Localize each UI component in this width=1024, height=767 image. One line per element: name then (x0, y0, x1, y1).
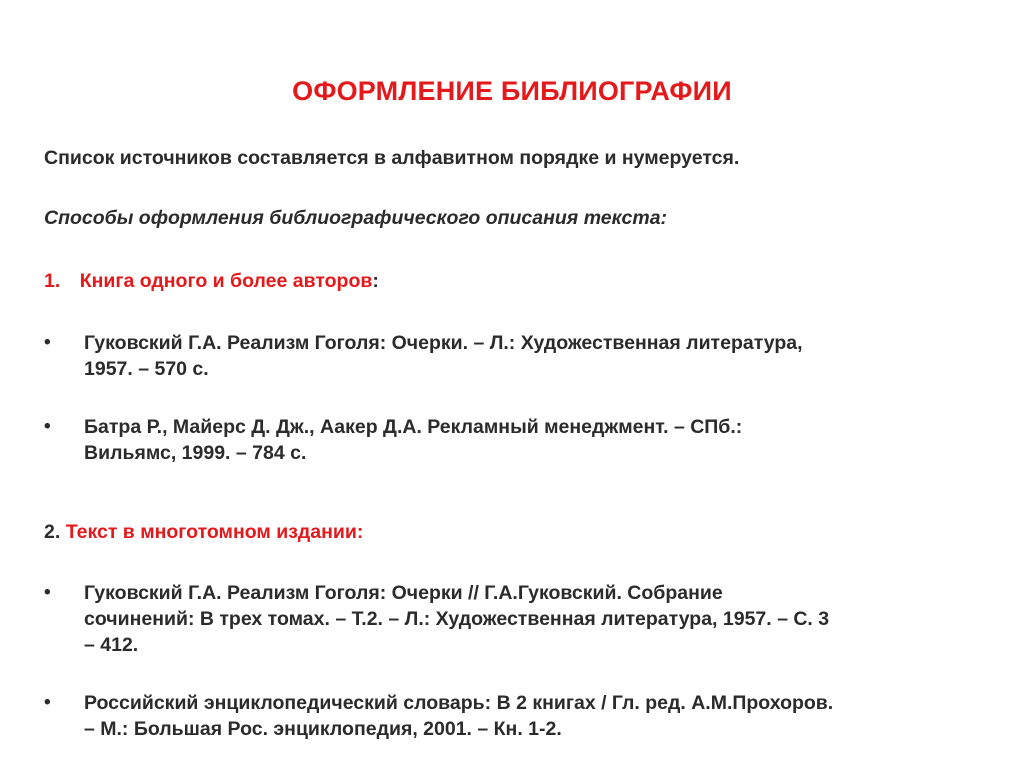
bullet-icon: • (44, 692, 51, 713)
section-2-heading (44, 521, 363, 544)
intro-text: Список источников составляется в алфавитном порядке и нумеруется. (44, 147, 740, 169)
bibliography-entry: Гуковский Г.А. Реализм Гоголя: Очерки // Г.А.Гуковский. Собрание сочинений: В трех томах. – Т.2. – Л.: Художественная литература, 1957. – С. 3 – 412. (84, 582, 830, 656)
bibliography-entry: Батра Р., Майерс Д. Дж., Аакер Д.А. Рекламный менеджмент. – СПб.: Вильямс, 1999. – 784 с. (84, 416, 743, 464)
section-1-suffix: : (372, 270, 379, 292)
list-item (44, 580, 984, 658)
slide-title: ОФОРМЛЕНИЕ БИБЛИОГРАФИИ (292, 76, 732, 106)
bibliography-entry: Российский энциклопедический словарь: В 2 книгах / Гл. ред. А.М.Прохоров. – М.: Большая Рос. энциклопедия, 2001. – Кн. 1-2. (84, 692, 834, 740)
section-2-number: 2. (44, 521, 61, 543)
bibliography-entry: Гуковский Г.А. Реализм Гоголя: Очерки. – Л.: Художественная литература, 1957. – 570 с. (84, 332, 803, 380)
section-1-label: Книга одного и более авторов (79, 270, 373, 292)
section-2-label: Текст в многотомном издании: (65, 521, 364, 543)
bullet-icon: • (44, 582, 51, 603)
bullet-icon: • (44, 416, 51, 437)
section-1-heading (44, 270, 379, 293)
methods-heading: Способы оформления библиографического описания текста: (44, 207, 668, 229)
section-1-number: 1. (44, 270, 61, 292)
list-item (44, 414, 984, 466)
list-item (44, 330, 984, 382)
bullet-icon: • (44, 332, 51, 353)
list-item (44, 690, 984, 742)
